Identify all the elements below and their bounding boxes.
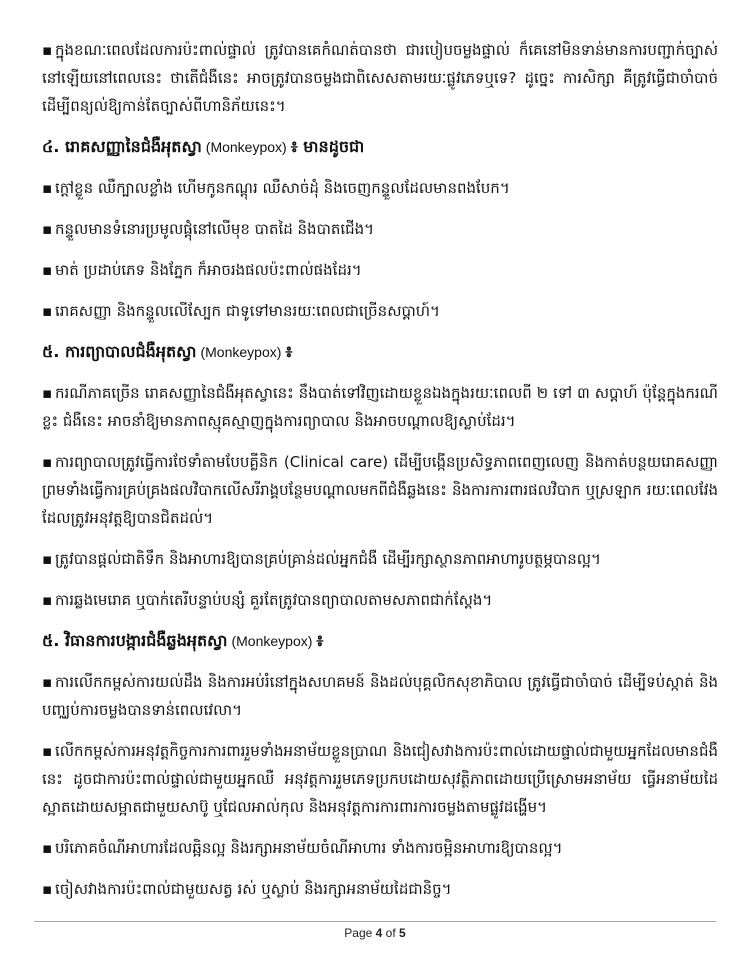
bullet-icon: ▪	[42, 839, 53, 857]
bullet-icon: ▪	[42, 673, 53, 691]
section-4-heading	[42, 133, 718, 161]
intro-text: ក្នុងខណៈពេលដែលការប៉ះពាល់ផ្ទាល់ ត្រូវបានគេកំណត់បានថា ជារបៀបចម្លងផ្ទាល់ ក៏គេនៅមិនទាន់មានការបញ្ជាក់ច្បាស់នៅឡើយនៅពេលនេះ ថាតើជំងឺនេះ អាចត្រូវបានចម្លងជាពិសេសតាមរយៈផ្លូវភេទឬទេ? ដូច្នេះ ការសិក្សា គឺត្រូវធ្វើជាចាំបាច់ ដើម្បីពន្យល់ឱ្យកាន់តែច្បាស់ពីហានិភ័យនេះ។	[42, 41, 718, 115]
list-item	[42, 586, 718, 614]
bullet-icon: ▪	[42, 453, 53, 471]
bullet-icon: ▪	[42, 302, 53, 320]
list-item	[42, 737, 718, 821]
list-item	[42, 875, 718, 903]
bullet-icon: ▪	[42, 220, 53, 238]
list-item-text: ត្រូវបានផ្តល់ជាតិទឹក និងអាហារឱ្យបានគ្រប់គ្រាន់ដល់អ្នកជំងឺ ដើម្បីរក្សាស្ថានភាពអាហារូបត្ថម្ភបានល្អ។	[55, 550, 601, 568]
list-item	[42, 668, 718, 724]
list-item-text: ចៀសវាងការប៉ះពាល់ជាមួយសត្វ រស់ ឬស្លាប់ និងរក្សាអនាម័យដៃជានិច្ច។	[55, 880, 452, 898]
list-item	[42, 545, 718, 573]
section-5-latin: (Monkeypox)	[200, 344, 282, 360]
bullet-icon: ▪	[42, 179, 53, 197]
list-item-text: ការលើកកម្ពស់ការយល់ដឹង និងការអប់រំនៅក្នុងសហគមន៍ និងដល់បុគ្គលិកសុខាភិបាល ត្រូវធ្វើជាចាំបាច់ ដើម្បីទប់ស្កាត់ និងបញ្ឈប់ការចម្លងបានទាន់ពេលវេលា។	[42, 673, 718, 719]
section-4-latin: (Monkeypox)	[205, 139, 287, 155]
list-item-text: ការព្យាបាលត្រូវធ្វើការថែទាំតាមបែបគ្លីនិក (Clinical care) ដើម្បីបង្កើនប្រសិទ្ធភាពពេញលេញ និងកាត់បន្ថយរោគសញ្ញា ព្រមទាំងធ្វើការគ្រប់គ្រងផលវិបាកលើសរីរាង្គបន្ថែមបណ្តាលមកពីជំងឺឆ្លងនេះ និងការការពារផលវិបាក ឬស្រឡាក រយៈពេលវែង ដែលត្រូវអនុវត្តឱ្យបានជិតដល់។	[42, 453, 718, 527]
list-item	[42, 174, 718, 202]
intro-paragraph	[42, 36, 718, 120]
section-6-heading	[42, 627, 718, 655]
footer-page-label: Page	[344, 926, 373, 940]
list-item-text: មាត់ ប្រដាប់ភេទ និងភ្នែក ក៏អាចរងផលប៉ះពាល់ផងដែរ។	[55, 261, 362, 279]
list-item-text: កន្ទួលមានទំនោរប្រមូលផ្តុំនៅលើមុខ បាតដៃ និងបាតជើង។	[55, 220, 375, 238]
list-item	[42, 379, 718, 435]
bullet-icon: ▪	[42, 41, 53, 59]
list-item-text: ក្តៅខ្លួន ឈឺក្បាលខ្លាំង ហើមកូនកណ្តុរ ឈឺសាច់ដុំ និងចេញកន្ទួលដែលមានពងបែក។	[55, 179, 510, 197]
list-item	[42, 215, 718, 243]
bullet-icon: ▪	[42, 742, 53, 760]
bullet-icon: ▪	[42, 880, 53, 898]
section-5-title: ៥. ការព្យាបាលជំងឺអុតស្វា	[42, 342, 197, 361]
list-item-text: លើកកម្ពស់ការអនុវត្តកិច្ចការការពាររួមទាំងអនាម័យខ្លួនប្រាណ និងជៀសវាងការប៉ះពាល់ដោយផ្ទាល់ជាមួយអ្នកដែលមានជំងឺនេះ ដូចជាការប៉ះពាល់ផ្ទាល់ជាមួយអ្នកឈឺ អនុវត្តការរួមភេទប្រកបដោយសុវត្ថិភាពដោយប្រើស្រោមអនាម័យ ធ្វើអនាម័យដៃស្អាតដោយសម្អាតជាមួយសាប៊ូ ឬជែលអាល់កុល និងអនុវត្តការការពារការចម្លងតាមផ្លូវដង្ហើម។	[42, 742, 718, 816]
footer-current-page: 4	[375, 926, 383, 940]
bullet-icon: ▪	[42, 384, 53, 402]
bullet-icon: ▪	[42, 261, 53, 279]
section-4-title: ៤. រោគសញ្ញានៃជំងឺអុតស្វា	[42, 137, 202, 156]
section-5-tail: ៖	[285, 342, 293, 361]
section-5-heading	[42, 338, 718, 366]
footer-divider	[34, 921, 716, 922]
list-item	[42, 448, 718, 532]
footer-total-pages: 5	[399, 926, 406, 940]
list-item-text: ការឆ្លងមេរោគ ឬបាក់តេរីបន្ទាប់បន្សំ គួរតែត្រូវបានព្យាបាលតាមសភាពជាក់ស្តែង។	[55, 591, 493, 609]
section-6-title: ៥. វិធានការបង្ការជំងឺឆ្លងអុតស្វា	[42, 631, 228, 650]
section-6-latin: (Monkeypox)	[231, 633, 313, 649]
page-content	[42, 36, 718, 916]
bullet-icon: ▪	[42, 550, 53, 568]
list-item-text: ករណីភាគច្រើន រោគសញ្ញានៃជំងឺអុតស្វានេះ នឹងបាត់ទៅវិញដោយខ្លួនឯងក្នុងរយៈពេលពី ២ ទៅ ៣ សប្តាហ៍ ប៉ុន្តែក្នុងករណីខ្លះ ជំងឺនេះ អាចនាំឱ្យមានភាពស្មុគស្មាញក្នុងការព្យាបាល និងអាចបណ្តាលឱ្យស្លាប់ដែរ។	[42, 384, 718, 430]
footer-of-label: of	[385, 926, 396, 940]
bullet-icon: ▪	[42, 591, 53, 609]
list-item-text: រោគសញ្ញា និងកន្ទួលលើស្បែក ជាទូទៅមានរយៈពេលជាច្រើនសប្តាហ៍។	[55, 302, 440, 320]
section-4-tail: ៖ មានដូចជា	[290, 137, 365, 156]
page-number-footer	[0, 926, 750, 940]
list-item	[42, 256, 718, 284]
section-6-tail: ៖	[316, 631, 324, 650]
list-item	[42, 297, 718, 325]
list-item	[42, 834, 718, 862]
list-item-text: បរិភោគចំណីអាហារដែលឆ្អិនល្អ និងរក្សាអនាម័យចំណីអាហារ ទាំងការចម្អិនអាហារឱ្យបានល្អ។	[55, 839, 563, 857]
